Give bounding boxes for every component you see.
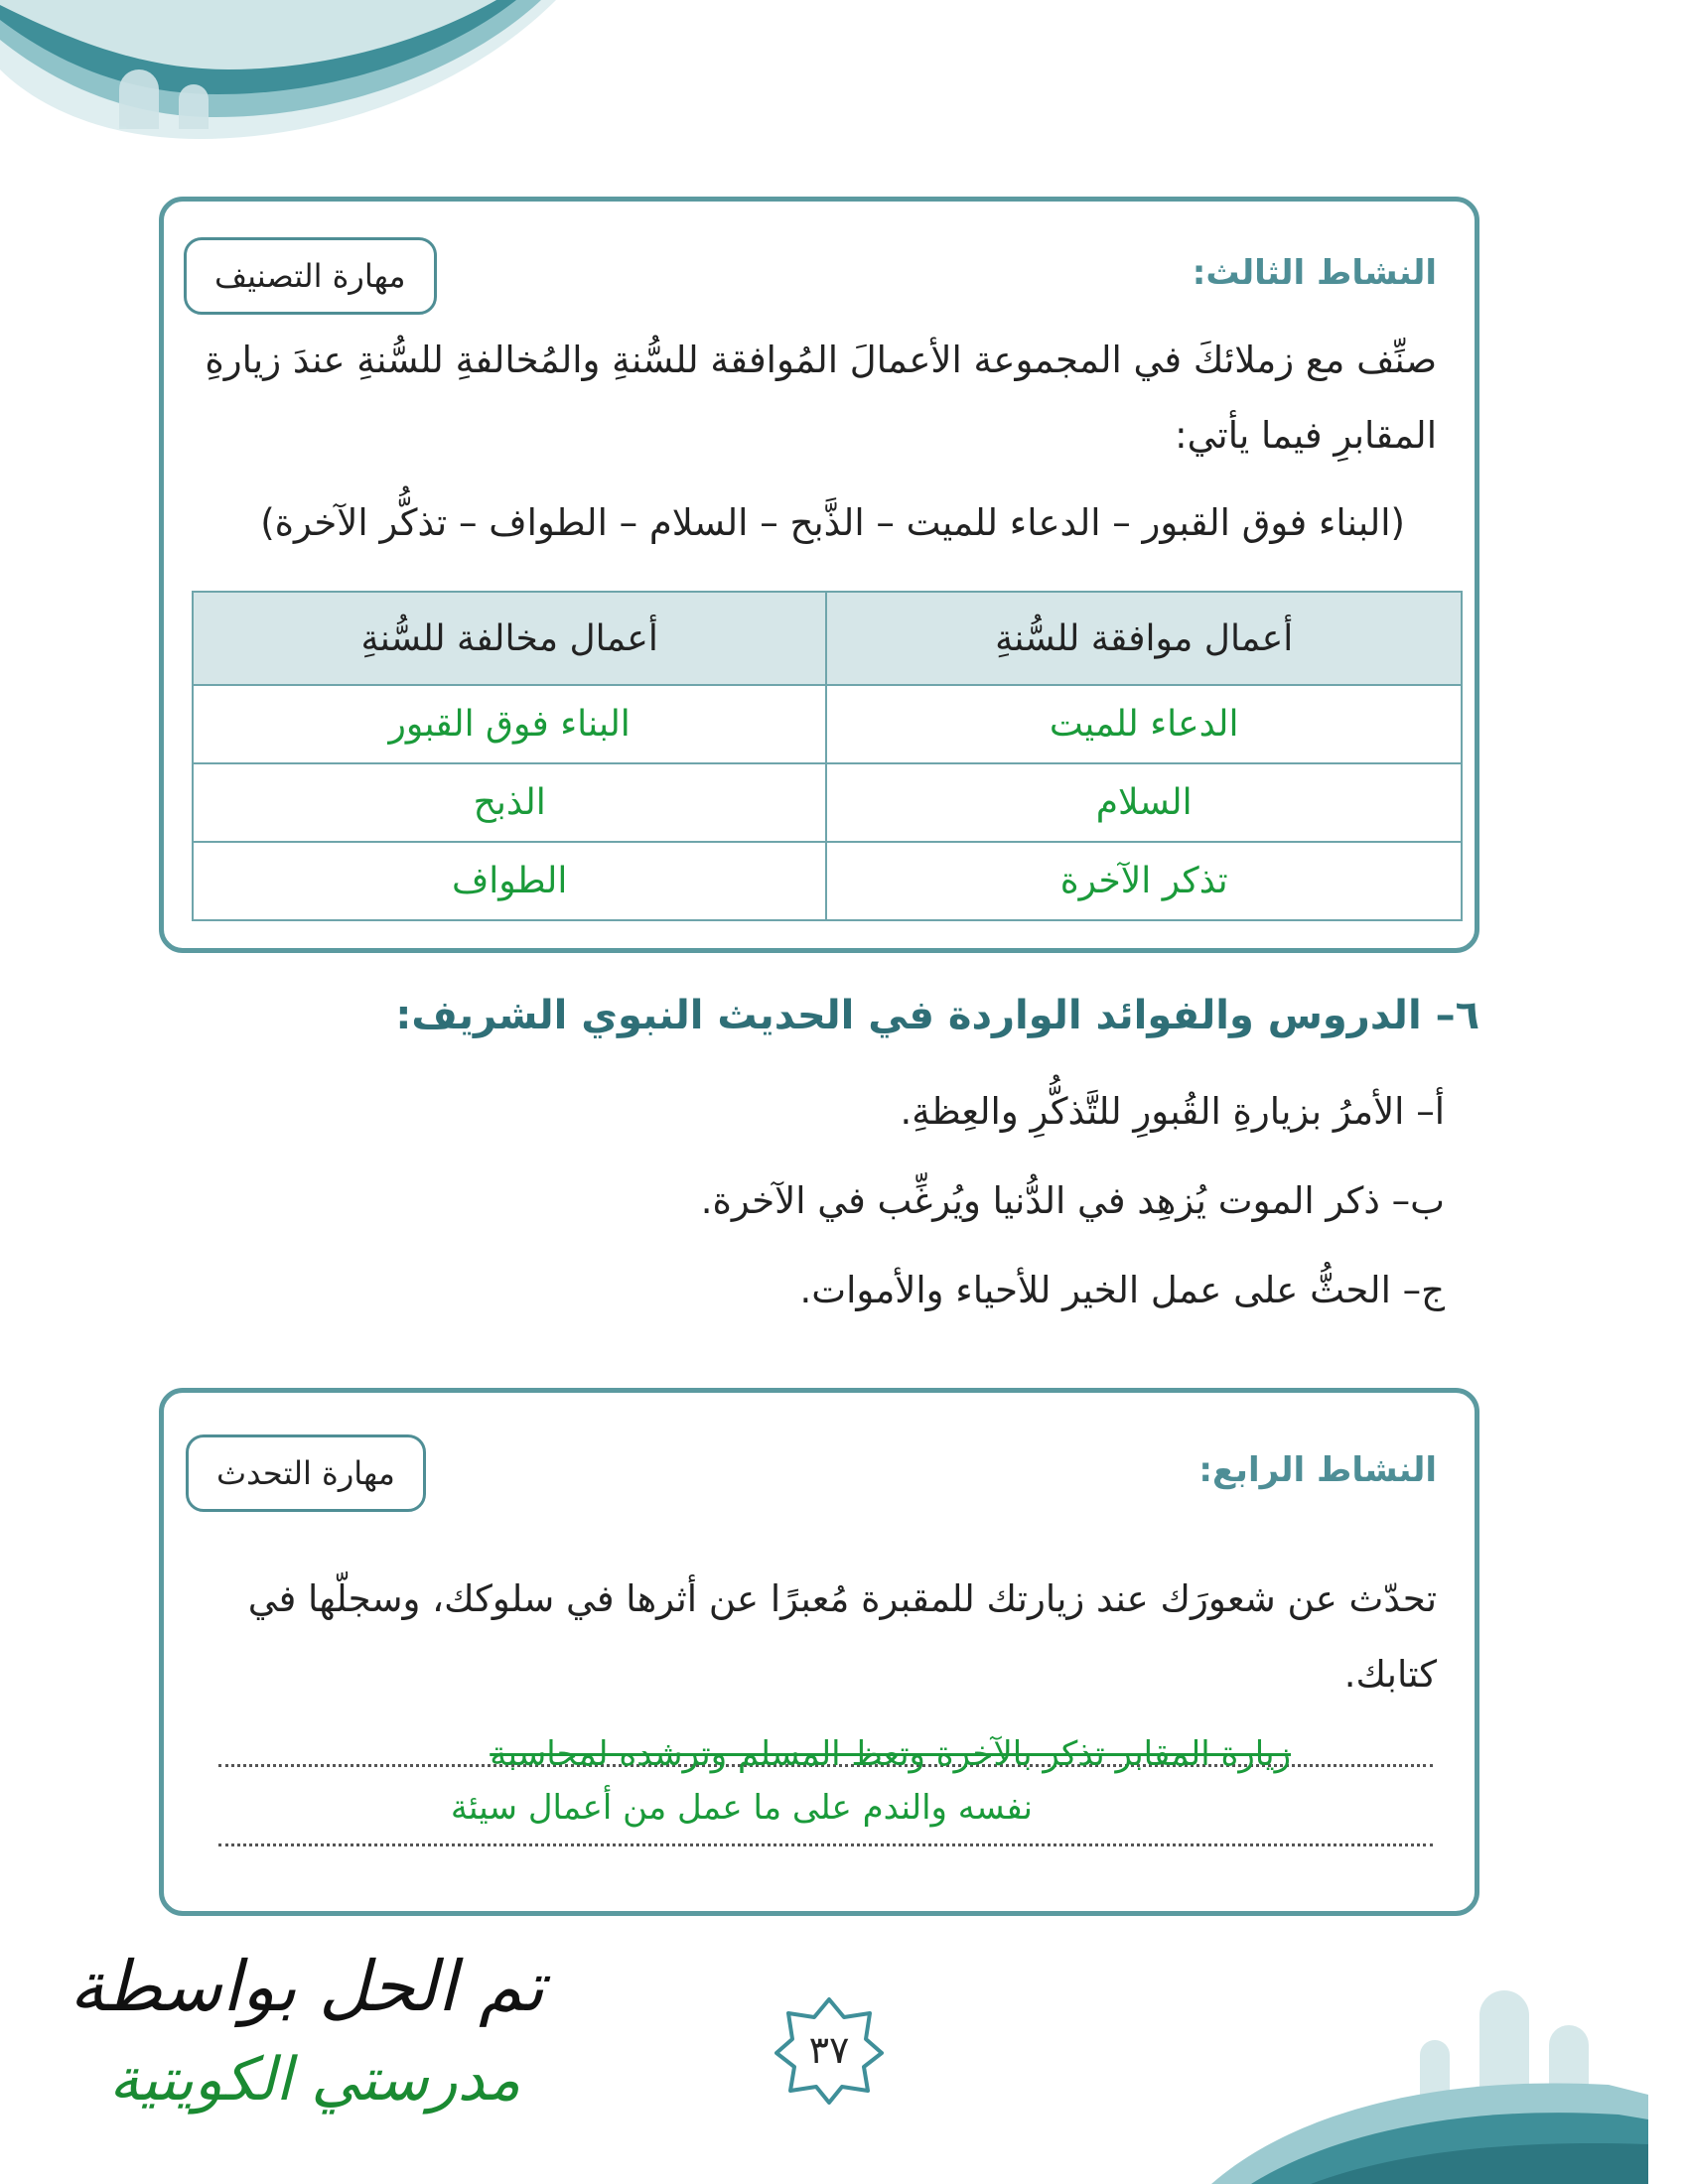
table-row [193, 685, 1462, 763]
activity4-instruction [202, 1562, 1437, 1712]
answer-text-1: زيارة المقابر تذكر بالآخرة وتعظ المسلم وترشده لمحاسبة [490, 1734, 1291, 1774]
table-row [193, 763, 1462, 842]
lesson-item-b: ب– ذكر الموت يُزهِد في الدُّنيا ويُرغِّب في الآخرة. [700, 1179, 1445, 1222]
answer-text-2: نفسه والندم على ما عمل من أعمال سيئة [450, 1788, 1033, 1828]
signature-line-1: تم الحل بواسطة [70, 1946, 545, 2027]
page-number: ٣٧ [808, 2028, 850, 2072]
signature-line-2: مدرستي الكويتية [109, 2045, 521, 2115]
activity3-box [159, 197, 1479, 953]
header-contrary: أعمال مخالفة للسُّنةِ [193, 592, 826, 685]
speaking-skill-badge: مهارة التحدث [186, 1434, 426, 1512]
top-left-decoration [0, 0, 556, 159]
options-list: (البناء فوق القبور – الدعاء للميت – الذَّبح – السلام – الطواف – تذكُّر الآخرة) [260, 501, 1405, 544]
table-row [193, 842, 1462, 920]
classification-skill-badge: مهارة التصنيف [184, 237, 437, 315]
table-cell: السلام [826, 763, 1462, 842]
instruction-line-1: تحدّث عن شعورَك عند زيارتك للمقبرة مُعبرًا عن أثرها في سلوكك، وسجلّها في [247, 1577, 1437, 1620]
instruction-line-2: المقابرِ فيما يأتي: [1175, 414, 1437, 457]
classification-table [192, 591, 1463, 921]
table-cell: الذبح [193, 763, 826, 842]
table-cell: البناء فوق القبور [193, 685, 826, 763]
bottom-right-decoration [1211, 1976, 1688, 2184]
lesson-item-a: أ– الأمرُ بزيارةِ القُبورِ للتَّذكُّرِ والعِظةِ. [900, 1090, 1445, 1133]
activity4-box [159, 1388, 1479, 1916]
page-number-badge [774, 1995, 884, 2105]
answer-line-2 [218, 1843, 1433, 1846]
table-cell: الدعاء للميت [826, 685, 1462, 763]
lesson-item-c: ج– الحثُّ على عمل الخير للأحياء والأموات. [799, 1269, 1445, 1311]
activity3-instruction [202, 323, 1437, 474]
instruction-line-2: كتابك. [1343, 1653, 1437, 1696]
table-cell: تذكر الآخرة [826, 842, 1462, 920]
instruction-line-1: صنِّف مع زملائكَ في المجموعة الأعمالَ المُوافقة للسُّنةِ والمُخالفةِ للسُّنةِ عندَ زيارةِ [205, 339, 1437, 381]
table-cell: الطواف [193, 842, 826, 920]
header-conforming: أعمال موافقة للسُّنةِ [826, 592, 1462, 685]
section6-heading: ٦– الدروس والفوائد الواردة في الحديث النبوي الشريف: [395, 993, 1479, 1038]
activity3-title: النشاط الثالث: [1192, 253, 1437, 293]
activity4-title: النشاط الرابع: [1198, 1450, 1437, 1490]
